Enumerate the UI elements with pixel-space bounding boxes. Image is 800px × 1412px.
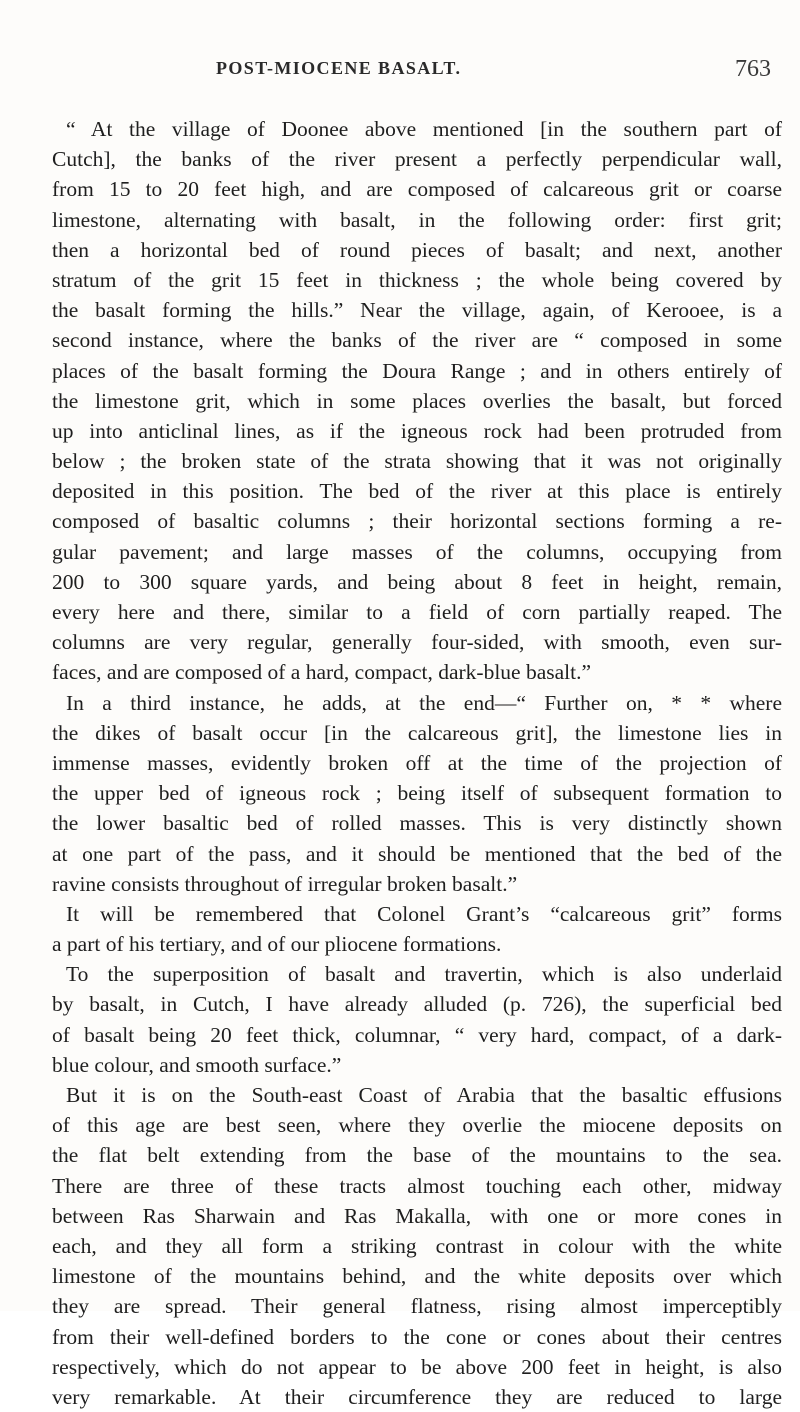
text-line: columns are very regular, generally four-sided, with smooth, even sur-: [52, 630, 782, 655]
text-line: To the superposition of basalt and travertin, which is also underlaid: [66, 962, 782, 987]
text-line: the basalt forming the hills.” Near the village, again, of Kerooee, is a: [52, 298, 782, 323]
text-line: very remarkable. At their circumference they are reduced to large: [52, 1384, 782, 1409]
text-line: It will be remembered that Colonel Grant’s “calcareous grit” forms: [66, 901, 782, 926]
text-line: the upper bed of igneous rock ; being itself of subsequent formation to: [52, 781, 782, 806]
running-title: POST-MIOCENE BASALT.: [216, 58, 462, 78]
text-line: the dikes of basalt occur [in the calcareous grit], the limestone lies in: [52, 720, 782, 745]
text-line: immense masses, evidently broken off at the time of the projection of: [52, 750, 782, 775]
text-line: gular pavement; and large masses of the columns, occupying from: [52, 539, 782, 564]
text-line: ravine consists throughout of irregular broken basalt.”: [52, 871, 518, 896]
text-line: from their well-defined borders to the cone or cones about their centres: [52, 1324, 782, 1349]
text-line: faces, and are composed of a hard, compact, dark-blue basalt.”: [52, 660, 592, 685]
text-line: the lower basaltic bed of rolled masses. This is very distinctly shown: [52, 811, 782, 836]
text-line: a part of his tertiary, and of our pliocene formations.: [52, 932, 502, 957]
text-line: There are three of these tracts almost touching each other, midway: [52, 1173, 782, 1198]
text-line: of this age are best seen, where they overlie the miocene deposits on: [52, 1113, 782, 1138]
text-line: Cutch], the banks of the river present a perfectly perpendicular wall,: [52, 147, 782, 172]
text-line: from 15 to 20 feet high, and are composed of calcareous grit or coarse: [52, 177, 782, 202]
text-line: limestone, alternating with basalt, in the following order: first grit;: [52, 207, 782, 232]
text-line: places of the basalt forming the Doura Range ; and in others entirely of: [52, 358, 782, 383]
text-line: limestone of the mountains behind, and the white deposits over which: [52, 1264, 782, 1289]
text-line: But it is on the South-east Coast of Arabia that the basaltic effusions: [66, 1083, 782, 1107]
text-line: by basalt, in Cutch, I have already alluded (p. 726), the superficial bed: [52, 992, 782, 1017]
body-text: [52, 114, 782, 1412]
text-line: blue colour, and smooth surface.”: [52, 1052, 342, 1077]
text-line: composed of basaltic columns ; their horizontal sections forming a re-: [52, 509, 782, 534]
text-line: stratum of the grit 15 feet in thickness ; the whole being covered by: [52, 267, 782, 292]
text-line: the limestone grit, which in some places overlies the basalt, but forced: [52, 388, 782, 413]
text-line: respectively, which do not appear to be above 200 feet in height, is also: [52, 1354, 782, 1379]
text-line: they are spread. Their general flatness, rising almost imperceptibly: [52, 1294, 782, 1319]
text-line: In a third instance, he adds, at the end—“ Further on, * * where: [66, 690, 782, 715]
text-line: every here and there, similar to a field of corn partially reaped. The: [52, 600, 782, 624]
text-line: below ; the broken state of the strata showing that it was not originally: [52, 449, 782, 474]
text-line: between Ras Sharwain and Ras Makalla, with one or more cones in: [52, 1203, 782, 1228]
text-line: at one part of the pass, and it should be mentioned that the bed of the: [52, 841, 782, 866]
text-line: “ At the village of Doonee above mentioned [in the southern part of: [66, 117, 782, 141]
page-number: 763: [735, 56, 771, 82]
text-line: second instance, where the banks of the river are “ composed in some: [52, 328, 782, 353]
text-line: each, and they all form a striking contrast in colour with the white: [52, 1233, 782, 1258]
running-head: [0, 58, 800, 90]
text-line: the flat belt extending from the base of the mountains to the sea.: [52, 1143, 782, 1168]
text-line: deposited in this position. The bed of the river at this place is entirely: [52, 479, 782, 504]
text-line: up into anticlinal lines, as if the igneous rock had been protruded from: [52, 418, 782, 443]
text-line: of basalt being 20 feet thick, columnar, “ very hard, compact, of a dark-: [52, 1022, 782, 1047]
text-line: then a horizontal bed of round pieces of basalt; and next, another: [52, 237, 782, 262]
text-line: 200 to 300 square yards, and being about 8 feet in height, remain,: [52, 569, 782, 594]
